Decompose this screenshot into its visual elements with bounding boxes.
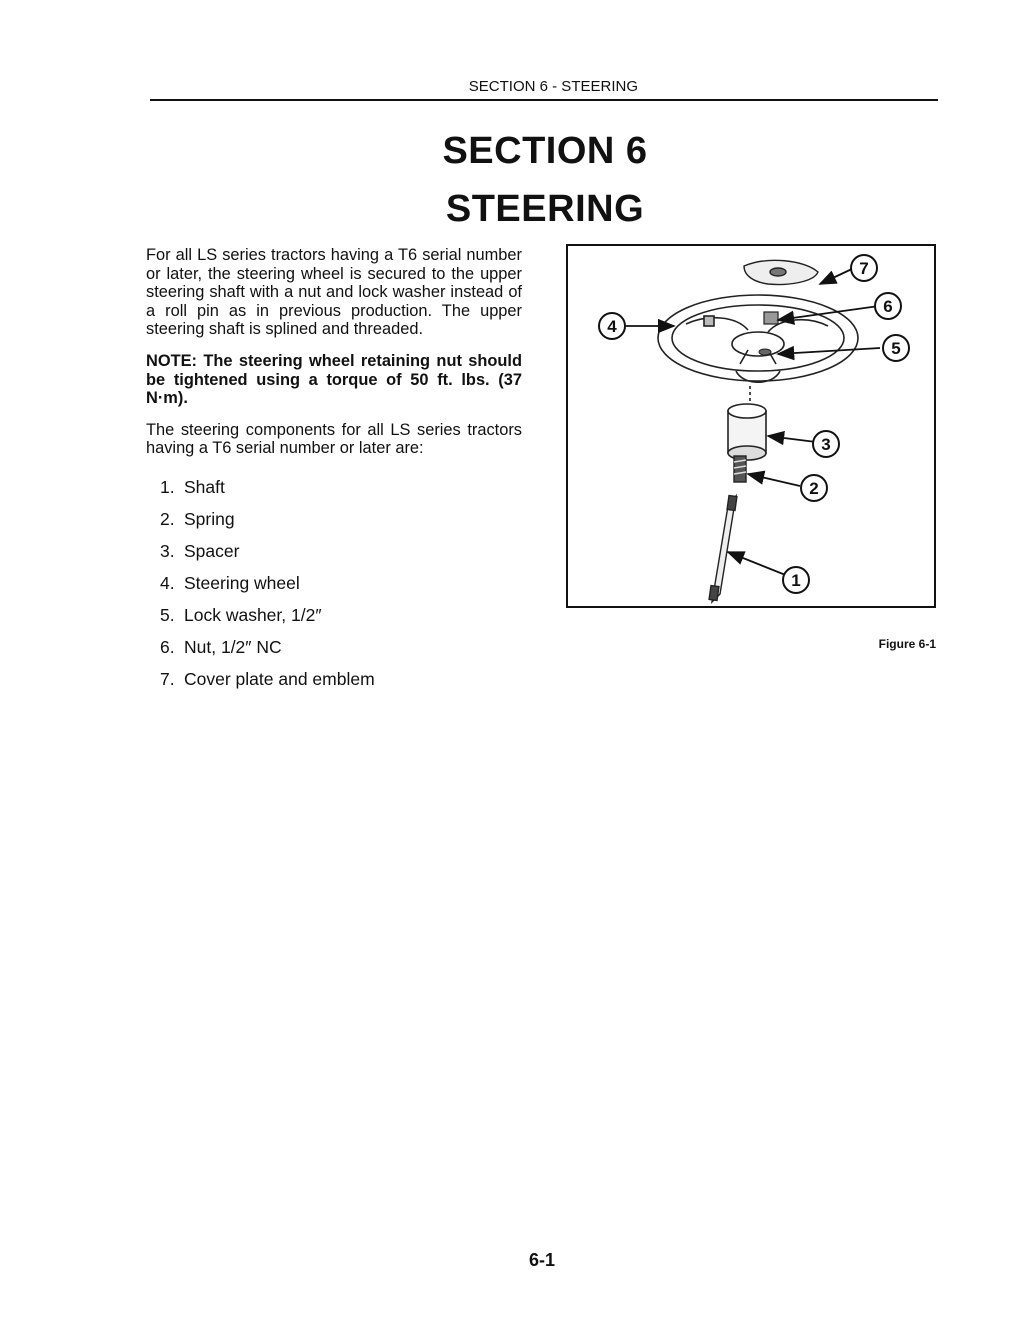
intro-paragraph: For all LS series tractors having a T6 serial number or later, the steering wheel is secured to the upper steering shaft with a nut and lock washer instead of a roll pin as in previous production. The upper steering shaft is splined and threaded. (146, 246, 522, 339)
list-item-label: Nut, 1/2″ NC (184, 636, 282, 657)
list-item (146, 535, 522, 567)
list-item-label: Shaft (184, 476, 225, 497)
components-intro-paragraph: The steering components for all LS series tractors having a T6 serial number or later are: (146, 420, 522, 458)
callout-label-7: 7 (859, 259, 869, 278)
page-number: 6-1 (528, 1250, 555, 1270)
list-item (146, 599, 522, 631)
section-title: SECTION 6 (442, 130, 648, 172)
spacer-drawing (728, 386, 766, 460)
list-item-label: Spacer (184, 540, 240, 561)
callout-label-3: 3 (821, 435, 831, 454)
parts-list (146, 471, 522, 695)
nut-drawing (764, 312, 778, 324)
note-paragraph: NOTE: The steering wheel retaining nut should be tightened using a torque of 50 ft. lbs. (37 N·m). (146, 351, 522, 408)
list-item-label: Lock washer, 1/2″ (184, 604, 322, 625)
lock-washer-drawing (759, 349, 771, 355)
callout-label-4: 4 (607, 317, 617, 336)
callout-label-6: 6 (883, 297, 893, 316)
list-item-label: Cover plate and emblem (184, 668, 375, 689)
running-header (150, 78, 938, 95)
list-item-number: 6. (160, 636, 175, 657)
list-item-number: 4. (160, 572, 175, 593)
list-item-number: 5. (160, 604, 175, 625)
shaft-drawing (709, 496, 737, 602)
list-item (146, 663, 522, 695)
callout-label-1: 1 (791, 571, 801, 590)
list-item-label: Spring (184, 508, 235, 529)
body-text-column (146, 246, 522, 695)
list-item (146, 471, 522, 503)
figure-caption: Figure 6-1 (878, 637, 936, 651)
list-item-number: 2. (160, 508, 175, 529)
running-header-text: SECTION 6 - STEERING (468, 78, 638, 95)
callout-label-2: 2 (809, 479, 819, 498)
list-item (146, 631, 522, 663)
list-item-number: 3. (160, 540, 175, 561)
list-item-number: 7. (160, 668, 175, 689)
spring-drawing (734, 456, 746, 482)
section-subtitle: STEERING (445, 188, 645, 230)
figure-6-1 (566, 244, 936, 608)
cover-plate-drawing (744, 260, 818, 284)
steering-wheel-drawing (658, 295, 858, 382)
list-item-label: Steering wheel (184, 572, 300, 593)
list-item (146, 567, 522, 599)
callout-label-5: 5 (891, 339, 901, 358)
header-rule (150, 99, 938, 101)
steering-assembly-illustration (568, 246, 938, 610)
list-item-number: 1. (160, 476, 175, 497)
list-item (146, 503, 522, 535)
